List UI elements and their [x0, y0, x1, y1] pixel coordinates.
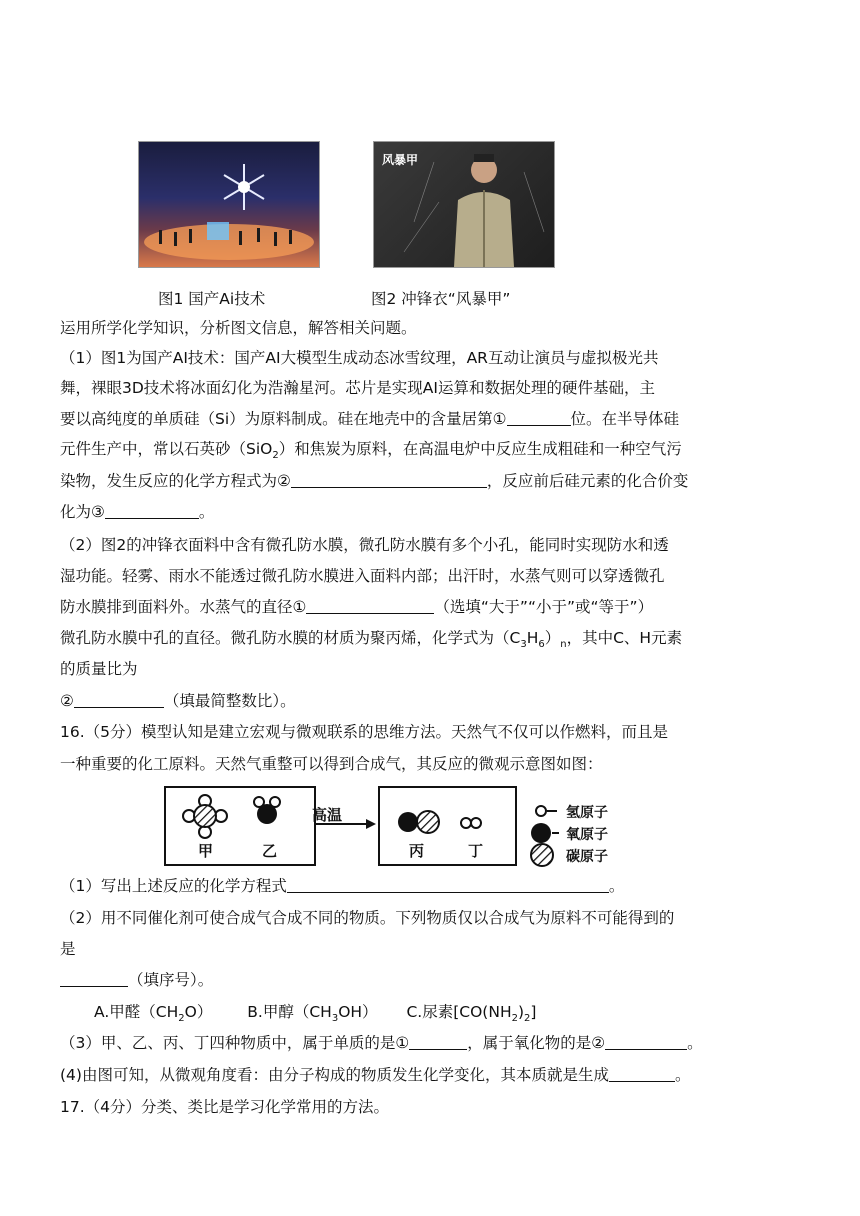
- option-b-sub: 3: [331, 1013, 339, 1025]
- q15-p1-line6-tail: 。: [198, 503, 215, 521]
- q16-s1-tail: 。: [608, 877, 625, 895]
- q15-p1-line3-tail: 位。在半导体硅: [570, 410, 680, 428]
- q16-options: [94, 1002, 536, 1029]
- option-a-text: A.甲醛（CH: [94, 1003, 179, 1021]
- figure-2-caption: 图2 冲锋衣“风暴甲”: [371, 290, 511, 308]
- answer-blank-q16-equation[interactable]: [287, 877, 609, 893]
- q16-line1: 16.（5分）模型认知是建立宏观与微观联系的思维方法。天然气不仅可以作燃料，而且是: [60, 723, 669, 741]
- q15-p2-line6-tail: （填最简整数比）。: [163, 692, 296, 710]
- intro-text: 运用所学化学知识，分析图文信息，解答相关问题。: [60, 319, 417, 337]
- q15-p2-line3-text: 防水膜排到面料外。水蒸气的直径①: [60, 598, 307, 616]
- water-molecule: [254, 797, 280, 824]
- q15-p2-line6: [60, 691, 296, 711]
- answer-blank-silicon-rank[interactable]: [507, 410, 571, 426]
- q15-p1-line3-text: 要以高纯度的单质硅（Si）为原料制成。硅在地壳中的含量居第①: [60, 410, 507, 428]
- answer-blank-new-molecule[interactable]: [609, 1066, 675, 1082]
- answer-blank-element[interactable]: [409, 1034, 467, 1050]
- answer-blank-diameter[interactable]: [306, 598, 434, 614]
- figure-1-photo: [138, 141, 320, 268]
- option-a-end: O）: [184, 1003, 213, 1021]
- option-b-text: B.甲醇（CH: [247, 1003, 332, 1021]
- legend-hydrogen-label: 氢原子: [566, 805, 608, 821]
- option-c-end: ]: [530, 1003, 537, 1021]
- snowflake-stage-graphic: [139, 142, 319, 267]
- answer-blank-equation[interactable]: [291, 472, 487, 488]
- answer-blank-choice[interactable]: [60, 971, 128, 987]
- option-c-sub2: 2: [524, 1013, 531, 1025]
- option-a-sub: 2: [178, 1013, 185, 1025]
- q15-p1-line1: （1）图1为国产AI技术：国产AI大模型生成动态冰雪纹理，AR互动让演员与虚拟极光共: [60, 349, 659, 367]
- arrow-label-high-temperature: 高温: [312, 806, 343, 824]
- q16-s4-text: (4)由图可知，从微观角度看：由分子构成的物质发生化学变化，其本质就是生成: [60, 1066, 609, 1084]
- q15-p1-line3: [60, 409, 679, 429]
- q16-s4: [60, 1065, 690, 1085]
- q15-p2-line3-tail: （选填“大于”“小于”或“等于”）: [434, 598, 654, 616]
- answer-blank-oxide[interactable]: [605, 1034, 687, 1050]
- q16-s2-line1: （2）用不同催化剂可使合成气合成不同的物质。下列物质仅以合成气为原料不可能得到的: [60, 909, 675, 927]
- q15-p2-line1: （2）图2的冲锋衣面料中含有微孔防水膜，微孔防水膜有多个小孔，能同时实现防水和透: [60, 536, 669, 554]
- q15-p1-line4: [60, 439, 682, 466]
- q16-line2: 一种重要的化工原料。天然气重整可以得到合成气，其反应的微观示意图如图：: [60, 755, 603, 773]
- q15-p2-line3: [60, 597, 653, 617]
- q16-s2-line2: 是: [60, 940, 76, 958]
- figure-2-overlay-title: 风暴甲: [382, 153, 419, 167]
- legend-oxygen-symbol: [531, 823, 559, 843]
- q15-p1-line6: [60, 502, 214, 522]
- answer-blank-valence[interactable]: [105, 503, 199, 519]
- label-yi: 乙: [262, 842, 278, 860]
- q15-p1-line4-text: 元件生产中，常以石英砂（SiO: [60, 440, 273, 458]
- q16-s2-line3-tail: （填序号）。: [128, 971, 214, 989]
- q16-s3-text: （3）甲、乙、丙、丁四种物质中，属于单质的是①: [60, 1034, 410, 1052]
- q15-p2-line4-paren: ）: [544, 629, 561, 647]
- q15-p2-line4-h: H: [526, 629, 539, 647]
- option-c-sub: 2: [511, 1013, 518, 1025]
- q16-s1: [60, 876, 624, 896]
- q16-s4-tail: 。: [674, 1066, 691, 1084]
- answer-blank-mass-ratio[interactable]: [74, 692, 164, 708]
- figure-2-photo: [373, 141, 555, 268]
- q17-line1: 17.（4分）分类、类比是学习化学常用的方法。: [60, 1098, 390, 1116]
- carbon-monoxide-molecule: [398, 811, 439, 833]
- q15-p2-line2: 湿功能。轻雾、雨水不能透过微孔防水膜进入面料内部；出汗时，水蒸气则可以穿透微孔: [60, 567, 665, 585]
- q15-p1-line2: 舞，裸眼3D技术将冰面幻化为浩瀚星河。芯片是实现AI运算和数据处理的硬件基础，主: [60, 379, 655, 397]
- methane-molecule: [183, 795, 227, 838]
- option-c: [406, 1003, 537, 1025]
- figure-1-caption: 图1 国产Ai技术: [158, 290, 266, 308]
- q15-p2-line6-text: ②: [60, 692, 74, 710]
- label-jia: 甲: [198, 842, 214, 860]
- option-c-mid: ): [517, 1003, 525, 1021]
- q15-p1-line5-tail: ，反应前后硅元素的化合价变: [486, 472, 689, 490]
- q15-p1-line5: [60, 471, 688, 491]
- label-ding: 丁: [468, 842, 484, 860]
- q16-s3-mid: ，属于氧化物的是②: [467, 1034, 606, 1052]
- legend-carbon-symbol: [531, 844, 553, 866]
- legend-hydrogen-symbol: [536, 806, 557, 816]
- label-bing: 丙: [409, 842, 425, 860]
- option-a: [94, 1003, 213, 1025]
- q16-s2-line3: [60, 970, 213, 990]
- legend-carbon-label: 碳原子: [566, 849, 608, 865]
- q16-s3: [60, 1033, 703, 1053]
- q15-p2-line4-sub3: n: [560, 639, 567, 651]
- q15-p2-line4-sub2: 6: [538, 639, 545, 651]
- q15-p2-line4: [60, 628, 682, 655]
- q15-p1-line4-sub: 2: [272, 450, 279, 462]
- q15-p1-line5-text: 染物，发生反应的化学方程式为②: [60, 472, 291, 490]
- q15-p2-line4-tail: ，其中C、H元素: [566, 629, 683, 647]
- option-c-text: C.尿素[CO(NH: [406, 1003, 512, 1021]
- q15-p1-line6-text: 化为③: [60, 503, 105, 521]
- option-b-end: OH）: [338, 1003, 378, 1021]
- q15-p2-line4-sub1: 3: [520, 639, 527, 651]
- q16-s1-text: （1）写出上述反应的化学方程式: [60, 877, 287, 895]
- q15-p1-line4-tail: ）和焦炭为原料，在高温电炉中反应生成粗硅和一种空气污: [278, 440, 682, 458]
- hydrogen-molecule: [461, 818, 481, 828]
- q15-p2-line5: 的质量比为: [60, 660, 138, 678]
- option-b: [247, 1003, 378, 1025]
- q16-s3-tail: 。: [687, 1034, 703, 1052]
- q15-p2-line4-text: 微孔防水膜中孔的直径。微孔防水膜的材质为聚丙烯，化学式为（C: [60, 629, 521, 647]
- legend-oxygen-label: 氧原子: [566, 827, 608, 843]
